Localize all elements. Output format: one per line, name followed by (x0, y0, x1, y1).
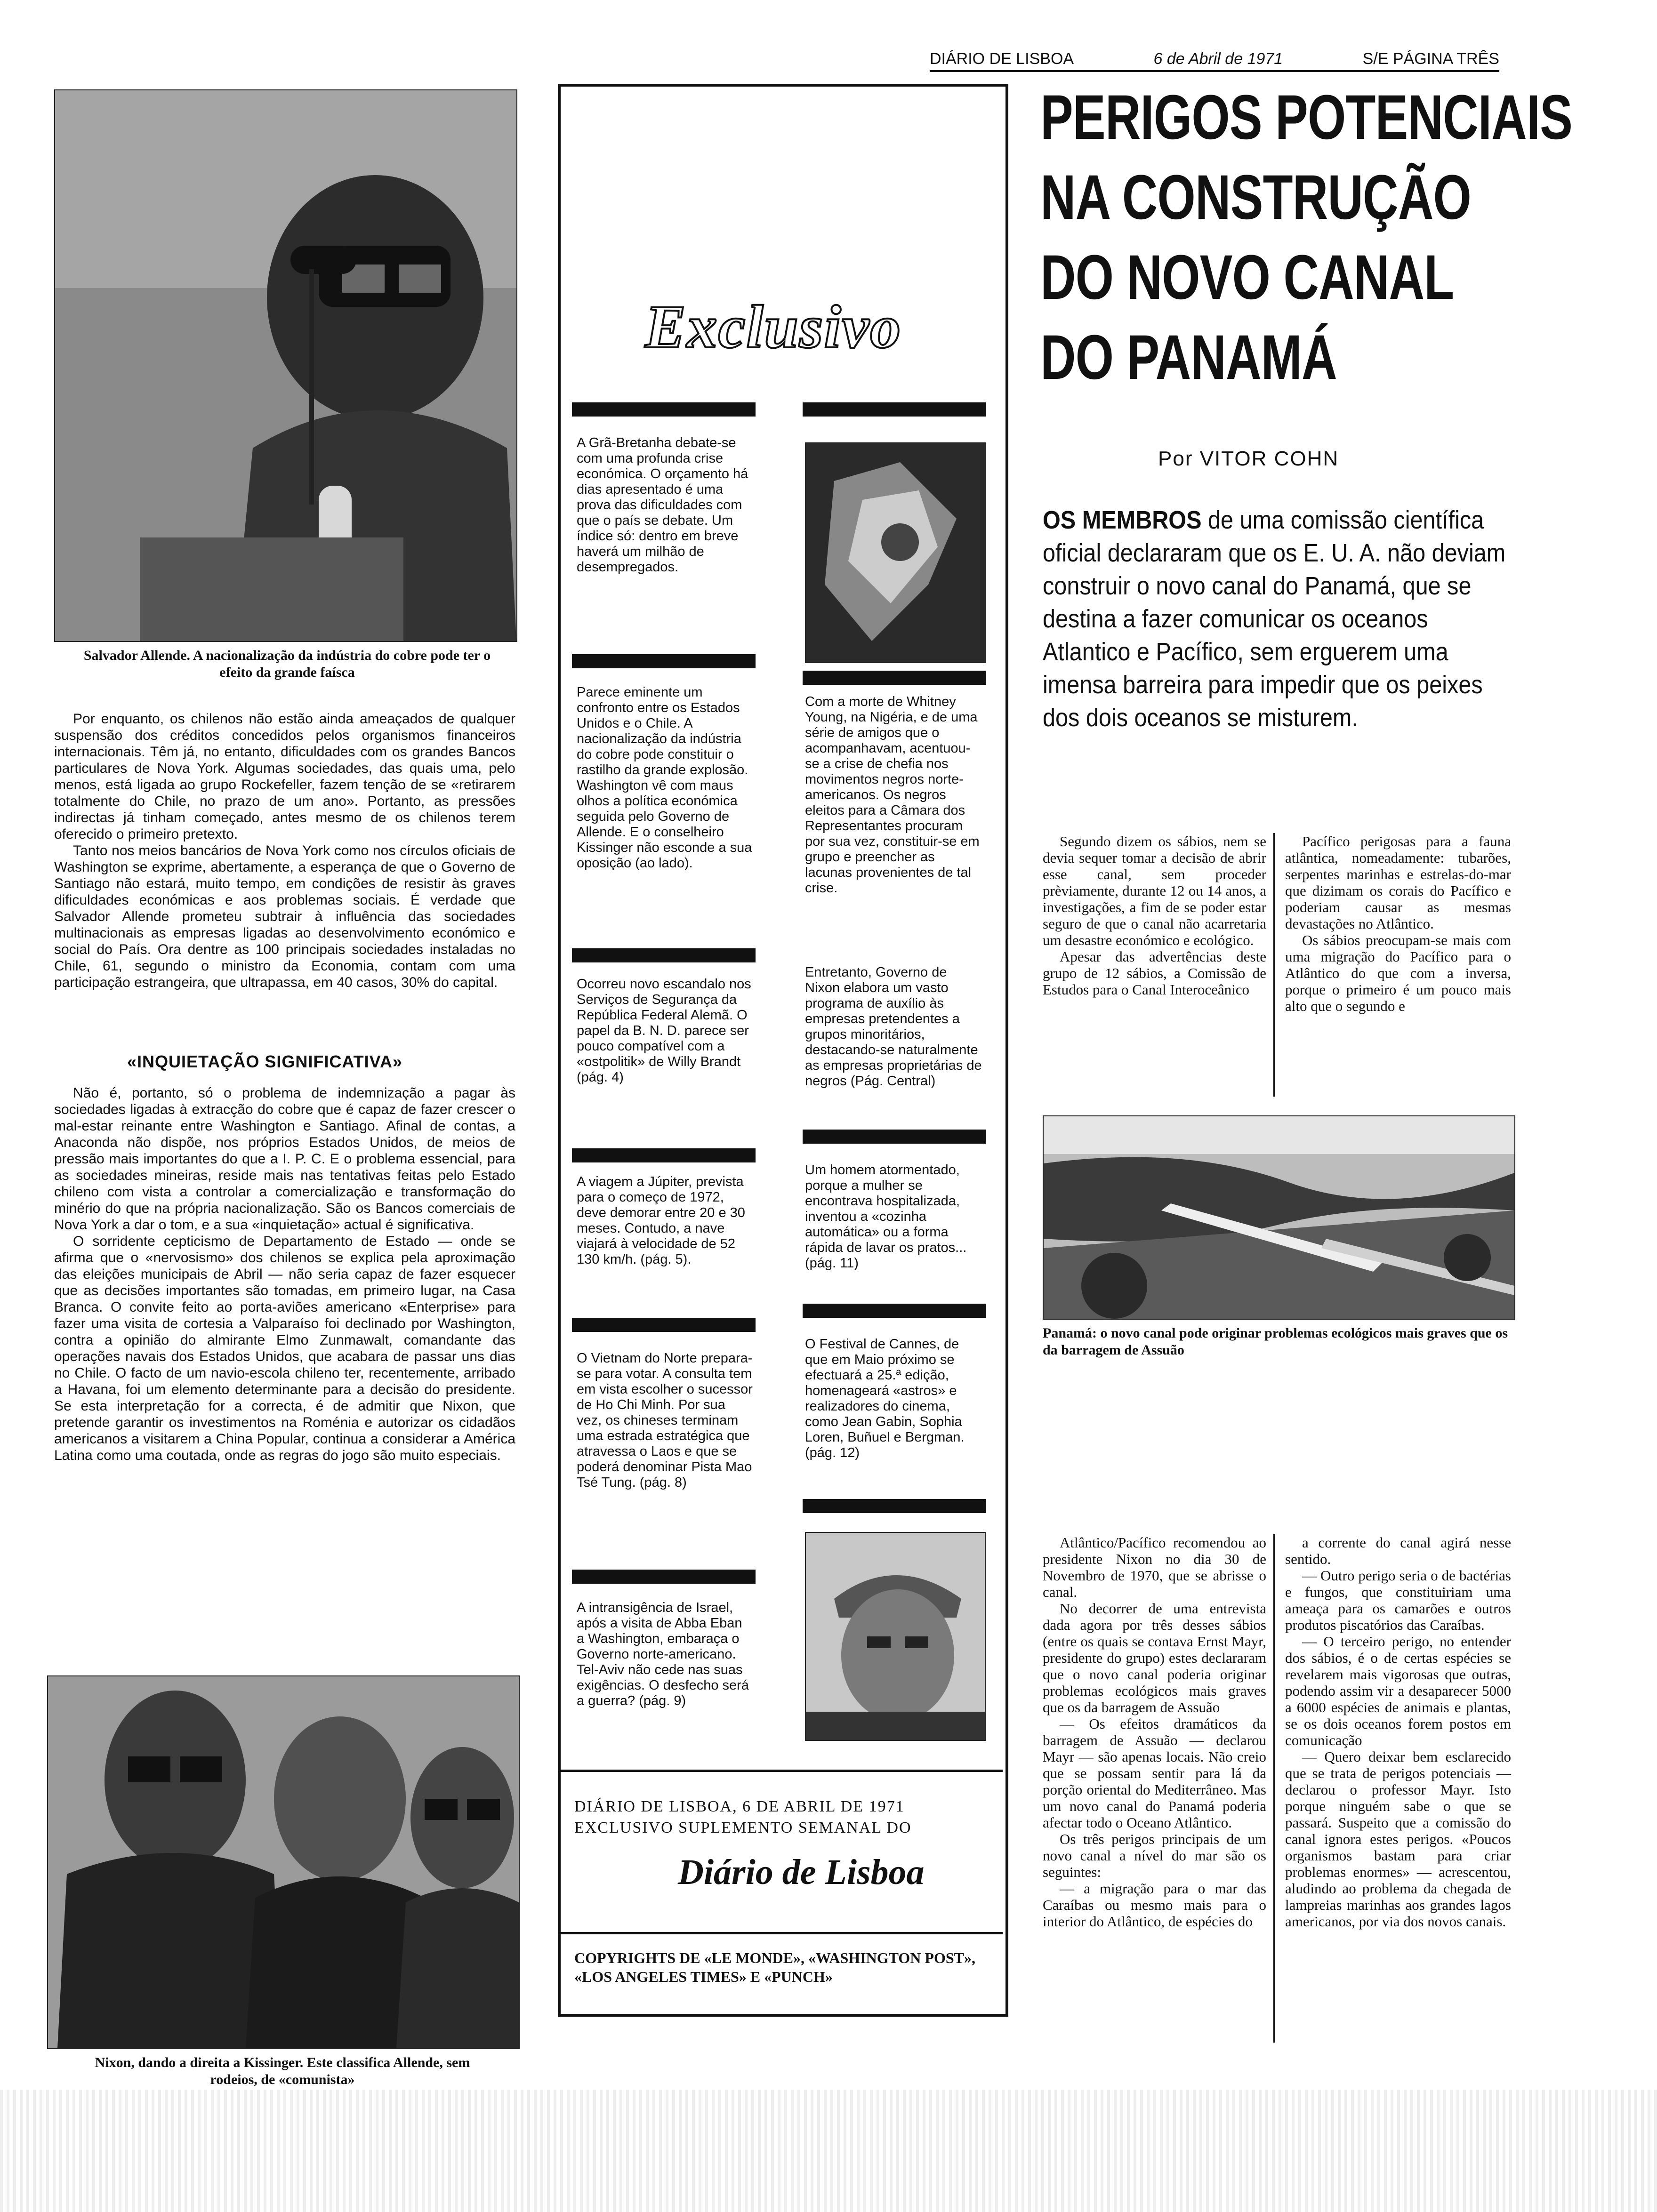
photo-panama-caption: Panamá: o novo canal pode originar problemas ecológicos mais graves que os da barragem de Assuão (1043, 1325, 1508, 1358)
brief-cozinha: Um homem atormentado, porque a mulher se encontrava hospitalizada, inventou a «cozinha automática» ou a forma rápida de lavar os pratos... (pág. 11) (805, 1162, 967, 1271)
masthead-date: 6 de Abril de 1971 (1153, 50, 1283, 68)
box-footer-divider (561, 1770, 1003, 1772)
photo-allende (54, 89, 517, 642)
left-article-part1 (54, 711, 515, 991)
divider-bar (803, 402, 986, 417)
masthead-page: S/E PÁGINA TRÊS (1362, 50, 1499, 68)
left-paragraph-1: Por enquanto, os chilenos não estão ainda ameaçados de qualquer suspensão dos créditos concedidos pelos organismos financeiros internacionais. Têm já, no entanto, dificuldades com os grandes Bancos particulares de Nova York. Algumas sociedades, das quais uma, pelo menos, está ligada ao grupo Rockefeller, fazem tenção de se «retirarem totalmente do Chile, no prazo de um ano». Portanto, as pressões indirectas já tinham começado, antes mesmo de os chilenos terem oferecido o primeiro pretexto. (54, 711, 515, 842)
divider-bar (572, 1318, 756, 1332)
brief-chile: Parece eminente um confronto entre os Estados Unidos e o Chile. A nacionalização da indústria do cobre pode constituir o rastilho da grande explosão. Washington vê com maus olhos a política económica seguida pelo Governo de Allende. E o conselheiro Kissinger não esconde a sua oposição (ao lado). (577, 685, 752, 871)
right-col1-bottom (1043, 1534, 1266, 1930)
headline-line-3: DO NOVO CANAL (1040, 242, 1454, 313)
divider-bar (572, 654, 756, 668)
left-paragraph-4: O sorridente cepticismo de Departamento de Estado — onde se afirma que o «nervosismo» dos chilenos se explica pela aproximação das eleições municipais de Abril — não seria capaz de fazer esquecer que as decisões importantes são tomadas, em primeiro lugar, na Casa Branca. O convite feito ao porta-aviões americano «Enterprise» para fazer uma visita de cortesia a Valparaíso foi declinado por Washington, contra a opinião do almirante Elmo Zunmawalt, comandante das operações navais dos Estados Unidos, que acabara de passar uns dias no Chile. O facto de um navio-escola chileno ter, recentemente, arribado a Havana, foi um elemento determinante para a decisão do presidente. Se esta interpretação for a correcta, é de admitir que Nixon, que pretende garantir os investimentos na Roménia e autorizar os cidadãos americanos a visitarem a China Popular, continua a considerar a América Latina como uma coutada, onde as regras do jogo são muito especiais. (54, 1234, 515, 1463)
photo-nixon-caption: Nixon, dando a direita a Kissinger. Este classifica Allende, sem rodeios, de «comunista» (95, 2055, 470, 2087)
photo-panama-canal (1043, 1115, 1515, 1320)
left-paragraph-2: Tanto nos meios bancários de Nova York como nos círculos oficiais de Washington se exprime, abertamente, a esperança de que o Governo de Santiago não estará, muito tempo, em condições de resistir às graves dificuldades económicas e aos problemas sociais. É verdade que Salvador Allende prometeu subtrair à influência das sociedades multinacionais as empresas ligadas ao desenvolvimento económico e social do País. Ora dentre as 100 principais sociedades instaladas no Chile, 61, segundo o ministro da Economia, contam com uma participação estrangeira, que ultrapassa, em 40 casos, 30% do capital. (54, 843, 515, 990)
brief-rfa: Ocorreu novo escandalo nos Serviços de Segurança da República Federal Alemã. O papel da B. N. D. parece ser pouco compatível com a «ostpolitik» de Willy Brandt (pág. 4) (577, 977, 751, 1085)
scan-noise (0, 2090, 1657, 2212)
right-col2-top-p1: Pacífico perigosas para a fauna atlântica, nomeadamente: tubarões, serpentes marinhas e estrelas-do-mar que dizimam os corais do Pacífico e poderiam causar as mesmas devastações no Atlântico. (1285, 833, 1511, 932)
right-col2-bottom-p2: — Outro perigo seria o de bactérias e fungos, que constituiriam uma ameaça para os camarões e outros produtos piscatórios das Caraíbas. (1285, 1567, 1511, 1633)
photo-nixon-kissinger-illustration (48, 1676, 519, 2048)
photo-abstract (805, 442, 986, 663)
brief-israel: A intransigência de Israel, após a visita de Abba Eban a Washington, embaraça o Governo norte-americano. Tel-Aviv não cede nas suas exigências. O desfecho será a guerra? (pág. 9) (577, 1600, 749, 1708)
diario-de-lisboa-logo: Diário de Lisboa (678, 1852, 925, 1892)
right-col1-bottom-p1: Atlântico/Pacífico recomendou ao presidente Nixon no dia 30 de Novembro de 1970, que se abrisse o canal. (1043, 1534, 1266, 1600)
headline-line-2: NA CONSTRUÇÃO (1040, 162, 1472, 232)
photo-abstract-illustration (806, 443, 985, 662)
lead-paragraph (1043, 504, 1509, 734)
masthead-paper: DIÁRIO DE LISBOA (930, 50, 1074, 68)
photo-nixon-kissinger (47, 1675, 520, 2049)
right-col2-bottom-p4: — Quero deixar bem esclarecido que se trata de perigos potenciais — declarou o professor Mayr. Isto porque ninguém sabe o que se passará. Suspeito que a comissão do canal ignora estes perigos. «Poucos organismos bastam para criar problemas enormes» — acrescentou, aludindo ao problema da chegada de lampreias marinhas aos grandes lagos americanos, por via dos novos canais. (1285, 1748, 1511, 1930)
right-col1-bottom-p5: — a migração para o mar das Caraíbas ou mesmo mais para o interior do Atlântico, de espécies do (1043, 1880, 1266, 1930)
photo-allende-caption: Salvador Allende. A nacionalização da indústria do cobre pode ter o efeito da grande faísca (83, 648, 491, 680)
column-rule (1273, 833, 1275, 1097)
right-col2-bottom (1285, 1534, 1511, 1930)
left-paragraph-3: Não é, portanto, só o problema de indemnização a pagar às sociedades ligadas à extracção do cobre que é capaz de fazer crescer o mal-estar reinante entre Washington e Santiago. Afinal de contas, a Anaconda não dispõe, nos próprios Estados Unidos, de meios de pressão mais importantes do que a I. P. C. E o problema essencial, para as sociedades mineiras, reside mais nas tentativas feitas pelo Estado chileno com vista a controlar a comercialização e transformação do minério do que na própria nacionalização. São os Bancos comerciais de Nova York a dar o tom, e a sua «inquietação» actual é significativa. (54, 1085, 515, 1233)
right-col1-bottom-p3: — Os efeitos dramáticos da barragem de Assuão — declarou Mayr — são apenas locais. Não creio que se possam sentir para lá da porção oriental do Mediterrâneo. Mas um novo canal do Panamá poderia afectar todo o Oceano Atlântico. (1043, 1715, 1266, 1831)
right-col1-top-p2: Apesar das advertências deste grupo de 12 sábios, a Comissão de Estudos para o Canal Interoceânico (1043, 948, 1266, 998)
divider-bar (572, 1570, 756, 1584)
box-footer-line2: EXCLUSIVO SUPLEMENTO SEMANAL DO (574, 1819, 912, 1836)
divider-bar (803, 1499, 986, 1513)
brief-whitney-young: Com a morte de Whitney Young, na Nigéria, e de uma série de amigos que o acompanhavam, acentuou-se a crise de chefia nos movimentos negros norte-americanos. Os negros eleitos para a Câmara dos Representantes procuram por sua vez, constituir-se em grupo e preencher as lacunas provenientes de tal crise. (805, 694, 980, 896)
divider-bar (572, 1148, 756, 1162)
byline: Por VITOR COHN (1158, 447, 1339, 470)
box-footer-line1: DIÁRIO DE LISBOA, 6 DE ABRIL DE 1971 (574, 1798, 905, 1815)
lead-cap: OS MEMBROS (1043, 506, 1202, 534)
photo-man-cap-illustration (806, 1533, 985, 1740)
headline-line-4: DO PANAMÁ (1040, 322, 1337, 393)
photo-man-cap (805, 1532, 986, 1741)
exclusivo-title: Exclusivo (645, 293, 902, 361)
lead-rest: de uma comissão científica oficial declararam que os E. U. A. não deviam construir o novo canal do Panamá, que se destina a fazer comunicar os oceanos Atlantico e Pacífico, sem erguerem uma imensa barreira para impedir que os peixes dos dois oceanos se misturem. (1043, 506, 1506, 732)
divider-bar (572, 948, 756, 962)
divider-bar (803, 1130, 986, 1144)
brief-jupiter: A viagem a Júpiter, prevista para o começo de 1972, deve demorar entre 20 e 30 meses. Contudo, a nave viajará à velocidade de 52 130 km/h. (pág. 5). (577, 1174, 745, 1267)
left-article-part2 (54, 1085, 515, 1464)
left-subhead: «INQUIETAÇÃO SIGNIFICATIVA» (127, 1052, 403, 1071)
box-copyright-divider (561, 1932, 1003, 1934)
column-rule (1273, 1534, 1275, 2043)
divider-bar (803, 1304, 986, 1318)
right-col1-bottom-p2: No decorrer de uma entrevista dada agora por três desses sábios (entre os quais se contava Ernst Mayr, presidente do grupo) estes declararam que o novo canal poderia originar problemas ecológicos mais graves que os da barragem de Assuão (1043, 1600, 1266, 1715)
right-col1-bottom-p4: Os três perigos principais de um novo canal a nível do mar são os seguintes: (1043, 1831, 1266, 1880)
masthead (930, 45, 1499, 72)
brief-cannes: O Festival de Cannes, de que em Maio próximo se efectuará a 25.ª edição, homenageará «astros» e realizadores do cinema, como Jean Gabin, Sophia Loren, Buñuel e Bergman. (pág. 12) (805, 1337, 965, 1460)
right-col1-top-p1: Segundo dizem os sábios, nem se devia sequer tomar a decisão de abrir esse canal, sem proceder prèviamente, durante 12 ou 14 anos, a investigações, a fim de se poder estar seguro de que o canal não acarretaria um desastre económico e ecológico. (1043, 833, 1266, 948)
headline-line-1: PERIGOS POTENCIAIS (1040, 82, 1573, 152)
headline (1040, 78, 1573, 398)
brief-vietnam: O Vietnam do Norte prepara-se para votar. A consulta tem em vista escolher o sucessor de Ho Chi Minh. Por sua vez, os chineses terminam uma estrada estratégica que atravessa o Laos e que se poderá denominar Pista Mao Tsé Tung. (pág. 8) (577, 1351, 753, 1490)
right-col2-bottom-p3: — O terceiro perigo, no entender dos sábios, é o de certas espécies se revelarem mais vigorosas que outras, podendo assim vir a desaparecer 5000 a 6000 espécies de animais e plantas, se os dois oceanos forem postos em comunicação (1285, 1633, 1511, 1748)
photo-panama-illustration (1044, 1116, 1514, 1319)
right-col2-top (1285, 833, 1511, 1014)
box-copyright: COPYRIGHTS DE «LE MONDE», «WASHINGTON POST», «LOS ANGELES TIMES» E «PUNCH» (574, 1949, 975, 1985)
photo-allende-illustration (55, 90, 516, 641)
divider-bar (572, 402, 756, 417)
brief-nixon-programa: Entretanto, Governo de Nixon elabora um vasto programa de auxílio às empresas pretendentes a grupos minoritários, destacando-se naturalmente as empresas proprietárias de negros (Pág. Central) (805, 965, 982, 1089)
right-col2-top-p2: Os sábios preocupam-se mais com uma migração do Pacífico para o Atlântico do que com a inversa, porque o primeiro é um pouco mais alto que o segundo e (1285, 932, 1511, 1014)
right-col1-top (1043, 833, 1266, 998)
brief-gra-bretanha: A Grã-Bretanha debate-se com uma profunda crise económica. O orçamento há dias apresentado é uma prova das dificuldades com que o país se debate. Um índice só: dentro em breve haverá um milhão de desempregados. (577, 435, 748, 575)
right-col2-bottom-p1: a corrente do canal agirá nesse sentido. (1285, 1534, 1511, 1567)
divider-bar (803, 671, 986, 685)
